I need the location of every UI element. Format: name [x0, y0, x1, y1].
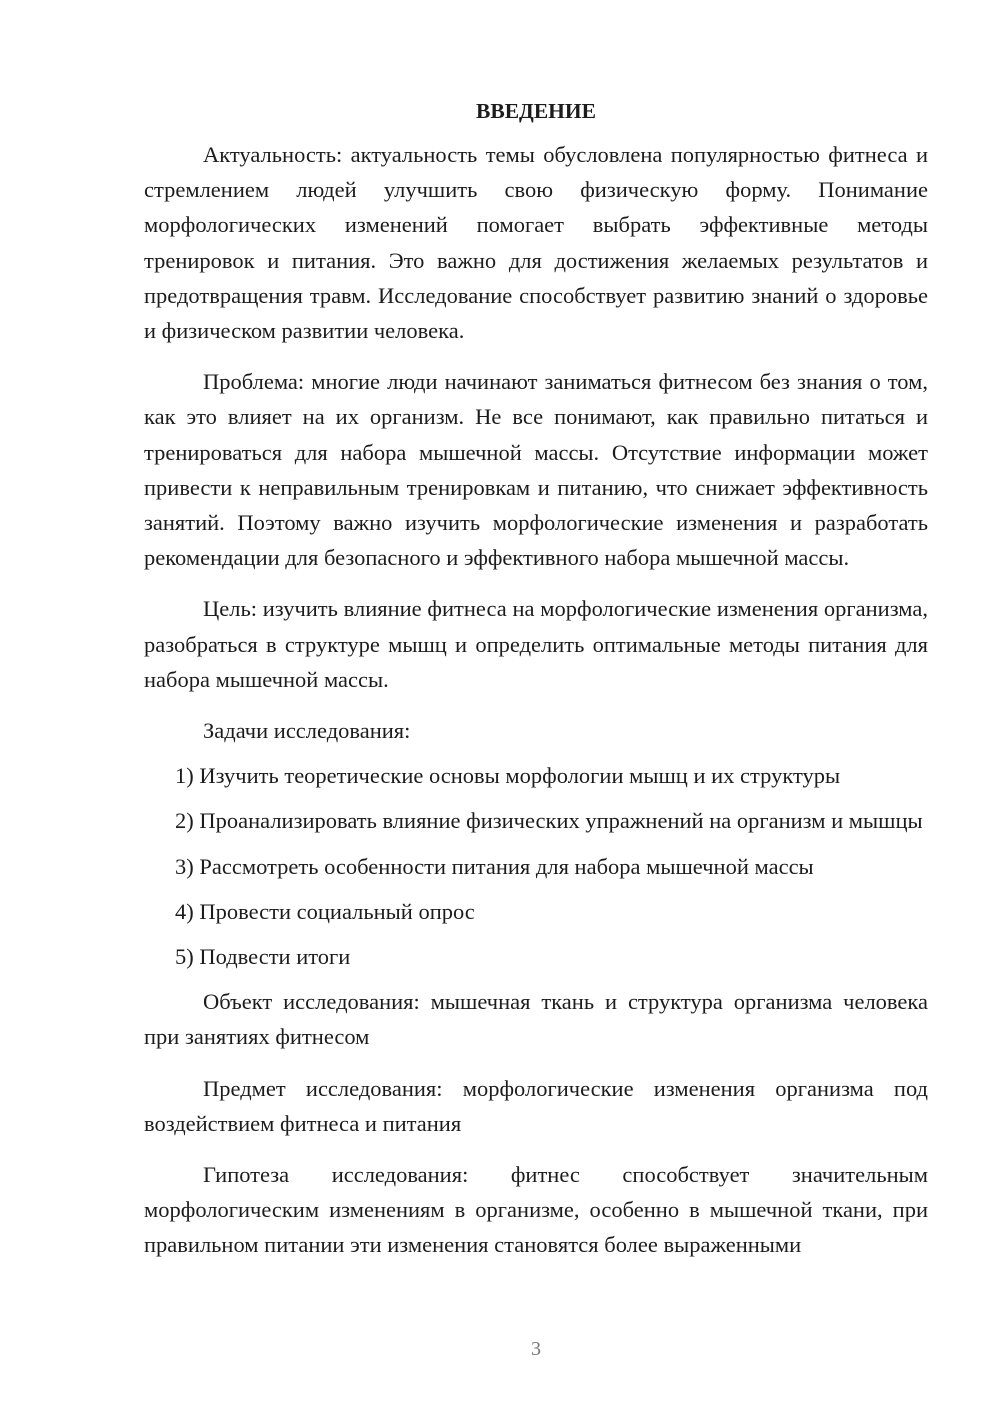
paragraph-hypothesis: Гипотеза исследования: фитнес способствует значительным морфологическим изменениям в организме, особенно в мышечной ткани, при правильном питании эти изменения становятся более выраженными	[144, 1162, 928, 1258]
task-item: 3) Рассмотреть особенности питания для набора мышечной массы	[175, 853, 814, 879]
section-title: ВВЕДЕНИЕ	[476, 99, 596, 123]
page-body	[144, 94, 928, 1279]
task-item: 2) Проанализировать влияние физических упражнений на организм и мышцы	[175, 808, 923, 834]
task-item: 4) Провести социальный опрос	[175, 898, 475, 924]
task-item: 1) Изучить теоретические основы морфологии мышц и их структуры	[175, 763, 841, 789]
paragraph-problem: Проблема: многие люди начинают заниматься фитнесом без знания о том, как это влияет на их организм. Не все понимают, как правильно питаться и тренироваться для набора мышечной массы. Отсутствие информации может привести к неправильным тренировкам и питанию, что снижает эффективность занятий. Поэтому важно изучить морфологические изменения и разработать рекомендации для безопасного и эффективного набора мышечной массы.	[144, 369, 928, 571]
paragraph-goal: Цель: изучить влияние фитнеса на морфологические изменения организма, разобраться в структуре мышц и определить оптимальные методы питания для набора мышечной массы.	[144, 596, 928, 692]
task-item: 5) Подвести итоги	[175, 944, 351, 970]
page-number: 3	[531, 1338, 541, 1360]
paragraph-object: Объект исследования: мышечная ткань и структура организма человека при занятиях фитнесом	[144, 989, 928, 1050]
paragraph-relevance: Актуальность: актуальность темы обусловлена популярностью фитнеса и стремлением людей улучшить свою физическую форму. Понимание морфологических изменений помогает выбрать эффективные методы тренировок и питания. Это важно для достижения желаемых результатов и предотвращения травм. Исследование способствует развитию знаний о здоровье и физическом развитии человека.	[144, 142, 928, 344]
tasks-heading: Задачи исследования:	[203, 718, 411, 744]
paragraph-subject: Предмет исследования: морфологические изменения организма под воздействием фитнеса и питания	[144, 1075, 928, 1136]
